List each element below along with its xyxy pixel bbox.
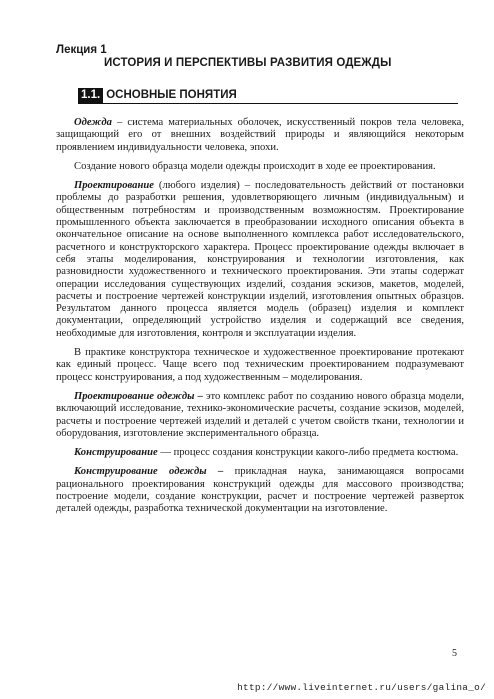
lecture-label: Лекция 1 — [56, 44, 107, 56]
paragraph-text: (любого изделия) – последовательность действий от постановки проблемы до разработки решения, удовлетворяющего личным (индивидуальным) и общественным потребностям и производственным возможностям. Проектирование промышленного объекта заключается в преобразовании исходного описания объекта в окончательное описание на основе выполненного комплекса работ исследовательского, расчетного и конструкторского характера. Процесс проектирование одежды включает в себя этапы моделирования, конструирования и технологии изготовления, как разновидности художественного и технического проектирования. Эти этапы содержат операции исследования существующих изделий, создания эскизов, макетов, моделей, расчеты и построение чертежей конструкции изделий, изготовления опытных образцов. Результатом данного процесса является модель (образец) изделия и комплект документации, определяющий устройство изделия и содержащий все сведения, необходимые для изготовления, контроля и эксплуатации изделия. — [56, 180, 464, 339]
paragraph-term: Одежда — [74, 117, 112, 128]
document-body — [56, 117, 464, 523]
paragraph-clothing-construction — [56, 466, 464, 515]
paragraph-design — [56, 180, 464, 340]
paragraph-clothing-design — [56, 391, 464, 440]
source-url[interactable]: http://www.liveinternet.ru/users/galina_o/ — [237, 682, 486, 693]
paragraph-clothing — [56, 117, 464, 154]
paragraph-text: — процесс создания конструкции какого-либо предмета костюма. — [157, 447, 459, 459]
paragraph-text: прикладная наука, занимающаяся вопросами рационального проектирования конструкций одежды для массового производства; построение модели, создание конструкции, расчет и построение чертежей разверток деталей одежды, разработка технической документации на изготовление. — [56, 466, 464, 515]
section-heading — [78, 88, 458, 104]
section-number: 1.1. — [78, 88, 103, 103]
page-number: 5 — [452, 648, 457, 659]
chapter-title: ИСТОРИЯ И ПЕРСПЕКТИВЫ РАЗВИТИЯ ОДЕЖДЫ — [104, 57, 392, 69]
paragraph-text: Создание нового образца модели одежды происходит в ходе ее проектирования. — [74, 160, 436, 172]
paragraph-text: В практике конструктора техническое и художественное проектирование протекают как единый процесс. Чаще всего под техническим проектированием подразумевают процесс конструирования, а под художественным – моделирования. — [56, 347, 464, 383]
paragraph-creation — [56, 161, 464, 173]
paragraph-term: Проектирование одежды – — [74, 390, 203, 402]
section-title: ОСНОВНЫЕ ПОНЯТИЯ — [106, 89, 237, 101]
paragraph-text: – система материальных оболочек, искусственный покров тела человека, защищающий его от внешних воздействий природы и являющийся некоторым проявлением индивидуальности человека, эпохи. — [56, 117, 464, 153]
paragraph-text: это комплекс работ по созданию нового образца модели, включающий исследование, технико-экономические расчеты, создание эскизов, моделей, расчеты и построение чертежей изделий и деталей с учетом свойств ткани, технологии и оборудования, изготовление экспериментального образца. — [56, 390, 465, 439]
paragraph-term: Конструирование — [74, 447, 158, 459]
paragraph-practice — [56, 347, 464, 384]
paragraph-term: Проектирование — [74, 180, 154, 192]
paragraph-term: Конструирование одежды – — [74, 466, 224, 478]
paragraph-construction — [56, 447, 464, 459]
